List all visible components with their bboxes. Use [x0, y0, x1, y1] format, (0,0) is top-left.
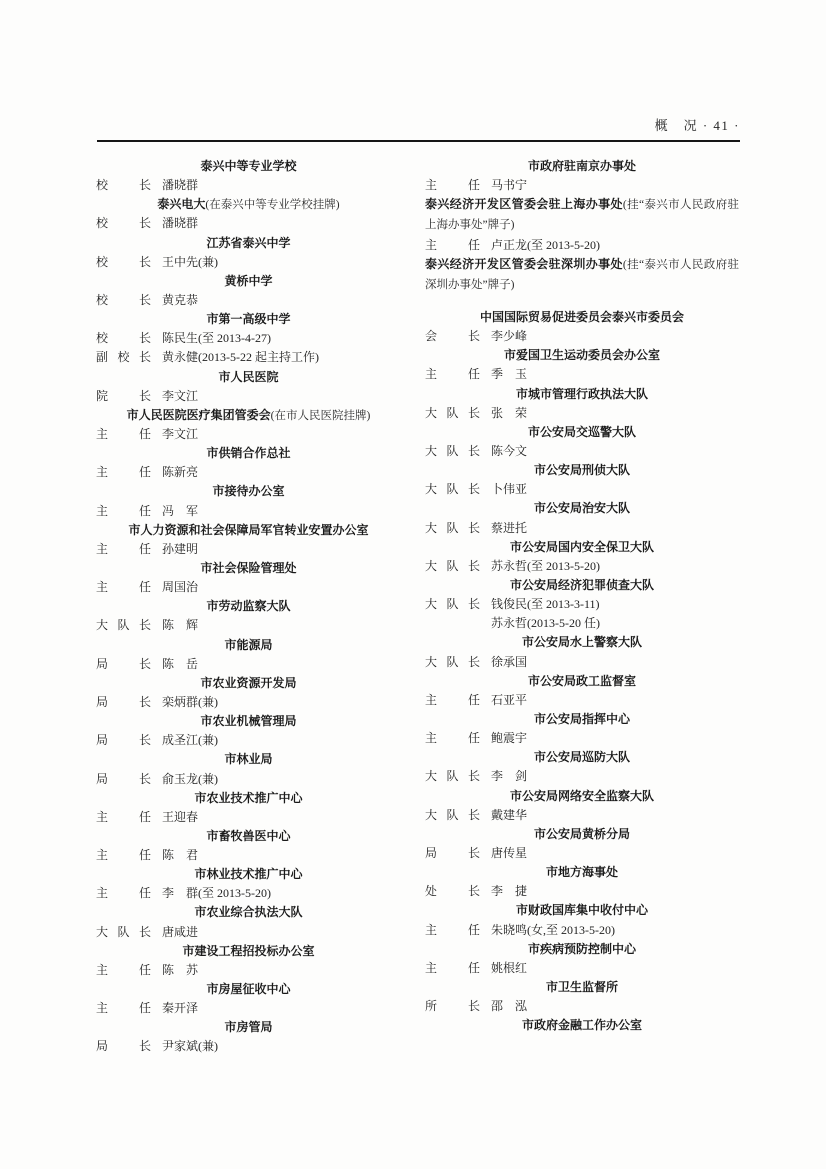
org-name: 市房管局 [224, 1020, 273, 1035]
officer-title: 大 队 长 [425, 654, 480, 669]
org-name: 市人民医院医疗集团管委会 [126, 407, 271, 422]
officer-row [425, 959, 739, 978]
org-name: 市林业技术推广中心 [194, 867, 303, 882]
officer-title: 处 长 [425, 884, 480, 899]
officer-title: 主 任 [96, 848, 151, 863]
officer-title: 校 长 [96, 331, 151, 346]
officer-title: 大 队 长 [425, 520, 480, 535]
officer-row [96, 578, 401, 597]
officer-name: 潘晓群 [162, 178, 199, 193]
org-name: 市公安局政工监督室 [527, 673, 636, 688]
officer-name: 陈民生(至 2013-4-27) [162, 331, 271, 346]
org-heading [96, 444, 401, 463]
officer-name: 黄永健(2013-5-22 起主持工作) [162, 350, 319, 365]
org-name: 江苏省泰兴中学 [206, 235, 291, 250]
org-name: 市农业机械管理局 [200, 714, 297, 729]
org-heading [425, 672, 739, 691]
org-name: 市爱国卫生运动委员会办公室 [503, 348, 660, 363]
org-name: 泰兴经济开发区管委会驻深圳办事处 [425, 256, 623, 271]
officer-name: 秦开泽 [162, 1001, 199, 1016]
officer-row [96, 731, 401, 750]
column-spacer [425, 295, 739, 308]
officer-title: 主 任 [425, 731, 480, 746]
officer-title: 大 队 长 [425, 558, 480, 573]
officer-name: 李 捷 [491, 884, 528, 899]
officer-row [425, 691, 739, 710]
org-name: 市公安局网络安全监察大队 [509, 788, 654, 803]
org-heading [425, 1016, 739, 1035]
officer-name: 卢正龙(至 2013-5-20) [491, 237, 600, 252]
org-name: 市农业综合执法大队 [194, 905, 303, 920]
officer-name: 邵 泓 [491, 999, 528, 1014]
officer-row [425, 236, 739, 255]
org-heading [96, 406, 401, 425]
org-note: (挂“泰兴市人民政府驻上海办事处”牌子) [425, 199, 739, 232]
org-heading [425, 423, 739, 442]
org-heading [96, 482, 401, 501]
officer-title: 校 长 [96, 216, 151, 231]
org-name: 中国国际贸易促进委员会泰兴市委员会 [479, 310, 684, 325]
officer-row [425, 844, 739, 863]
org-note: (挂“泰兴市人民政府驻深圳办事处”牌子) [425, 258, 739, 291]
officer-name: 苏永哲(至 2013-5-20) [491, 558, 600, 573]
org-name: 市房屋征收中心 [206, 982, 291, 997]
org-name: 市公安局治安大队 [533, 501, 630, 516]
org-name: 黄桥中学 [224, 273, 273, 288]
officer-name: 潘晓群 [162, 216, 199, 231]
org-name: 市地方海事处 [545, 865, 618, 880]
officer-name: 黄克恭 [162, 292, 199, 307]
officer-title: 大 队 长 [96, 924, 151, 939]
officer-name: 苏永哲(2013-5-20 任) [491, 616, 600, 631]
org-heading [96, 789, 401, 808]
officer-row [96, 884, 401, 903]
org-heading [96, 980, 401, 999]
org-name: 市公安局黄桥分局 [533, 826, 630, 841]
officer-row [96, 1037, 401, 1056]
org-heading [96, 559, 401, 578]
org-heading [425, 308, 739, 327]
org-heading [425, 787, 739, 806]
officer-title: 主 任 [425, 922, 480, 937]
officer-row [96, 502, 401, 521]
officer-row [96, 176, 401, 195]
officer-row [425, 882, 739, 901]
officer-title: 大 队 长 [425, 405, 480, 420]
officer-row [96, 214, 401, 233]
officer-row [425, 557, 739, 576]
officer-title: 校 长 [96, 292, 151, 307]
org-heading [96, 272, 401, 291]
officer-title: 主 任 [96, 886, 151, 901]
org-heading [96, 310, 401, 329]
org-heading [425, 461, 739, 480]
officer-title: 主 任 [96, 426, 151, 441]
officer-name: 李文江 [162, 426, 199, 441]
officer-row [425, 365, 739, 384]
officer-row [96, 808, 401, 827]
officer-row [96, 846, 401, 865]
org-name: 市人力资源和社会保障局军官转业安置办公室 [128, 522, 369, 537]
officer-title: 会 长 [425, 329, 480, 344]
org-name: 市卫生监督所 [545, 979, 618, 994]
org-name: 市农业资源开发局 [200, 675, 297, 690]
officer-name: 李 剑 [491, 769, 528, 784]
org-heading [425, 499, 739, 518]
officer-title: 大 队 长 [425, 597, 480, 612]
officer-name: 冯 军 [162, 503, 199, 518]
officer-name: 石亚平 [491, 692, 528, 707]
officer-name: 季 玉 [491, 367, 528, 382]
officer-title: 大 队 长 [425, 769, 480, 784]
officer-title: 院 长 [96, 388, 151, 403]
officer-title: 主 任 [96, 503, 151, 518]
officer-row [96, 693, 401, 712]
officer-name: 尹家斌(兼) [162, 1039, 218, 1054]
org-heading [96, 157, 401, 176]
officer-title: 局 长 [96, 1039, 151, 1054]
officer-name: 王中先(兼) [162, 254, 218, 269]
org-note: (在泰兴中等专业学校挂牌) [205, 199, 340, 212]
officer-row [425, 404, 739, 423]
org-heading [96, 195, 401, 214]
officer-name: 卜伟亚 [491, 482, 528, 497]
org-heading-long [425, 255, 739, 295]
org-heading [96, 712, 401, 731]
officer-name: 成圣江(兼) [162, 733, 218, 748]
org-heading [96, 234, 401, 253]
officer-continuation-row [425, 614, 739, 633]
org-heading [96, 368, 401, 387]
officer-name: 马书宁 [491, 178, 528, 193]
officer-row [96, 999, 401, 1018]
left-column [96, 157, 401, 1057]
officer-title: 所 长 [425, 999, 480, 1014]
officer-row [96, 923, 401, 942]
org-name: 市疾病预防控制中心 [527, 941, 636, 956]
officer-row [425, 729, 739, 748]
officer-name: 陈 岳 [162, 656, 199, 671]
org-heading [96, 942, 401, 961]
officer-name: 王迎春 [162, 809, 199, 824]
officer-title: 大 队 长 [425, 807, 480, 822]
org-name: 市政府金融工作办公室 [521, 1018, 642, 1033]
officer-title: 主 任 [96, 809, 151, 824]
org-name: 市能源局 [224, 637, 273, 652]
org-name: 市公安局国内安全保卫大队 [509, 539, 654, 554]
officer-name: 周国治 [162, 580, 199, 595]
org-heading [96, 674, 401, 693]
officer-row [425, 997, 739, 1016]
officer-name: 陈 苏 [162, 962, 199, 977]
org-name: 市畜牧兽医中心 [206, 828, 291, 843]
org-name: 市公安局巡防大队 [533, 750, 630, 765]
org-name: 市供销合作总社 [206, 446, 291, 461]
officer-row [425, 767, 739, 786]
org-name: 市城市管理行政执法大队 [515, 386, 648, 401]
org-heading-long [425, 195, 739, 235]
org-heading [425, 346, 739, 365]
officer-name: 陈 君 [162, 848, 199, 863]
org-name: 市人民医院 [218, 369, 279, 384]
org-heading [96, 521, 401, 540]
org-name: 市公安局经济犯罪侦查大队 [509, 578, 654, 593]
org-name: 市公安局指挥中心 [533, 712, 630, 726]
officer-title: 局 长 [425, 845, 480, 860]
running-head: 概 况 · 41 · [654, 118, 740, 133]
officer-row [96, 655, 401, 674]
officer-name: 唐传星 [491, 845, 528, 860]
org-name: 市第一高级中学 [206, 312, 291, 327]
header-rule [97, 140, 740, 142]
org-name: 市农业技术推广中心 [194, 790, 303, 805]
org-heading [425, 863, 739, 882]
org-name: 泰兴经济开发区管委会驻上海办事处 [425, 197, 623, 212]
officer-row [425, 442, 739, 461]
officer-row [425, 921, 739, 940]
officer-row [96, 616, 401, 635]
officer-name: 徐承国 [491, 654, 528, 669]
officer-name: 鲍震宇 [491, 731, 528, 746]
officer-row [96, 425, 401, 444]
officer-row [96, 961, 401, 980]
org-heading [96, 597, 401, 616]
officer-name: 李文江 [162, 388, 199, 403]
officer-title: 局 长 [96, 771, 151, 786]
org-heading [425, 978, 739, 997]
officer-title: 主 任 [425, 178, 480, 193]
officer-title: 局 长 [96, 694, 151, 709]
officer-row [425, 176, 739, 195]
officer-title: 主 任 [425, 692, 480, 707]
org-name: 市公安局交巡警大队 [527, 424, 636, 439]
org-heading [425, 633, 739, 652]
officer-title: 局 长 [96, 656, 151, 671]
org-name: 市公安局刑侦大队 [533, 463, 630, 478]
org-name: 泰兴电大 [157, 197, 206, 212]
officer-title: 主 任 [425, 237, 480, 252]
officer-name: 戴建华 [491, 807, 528, 822]
officer-name: 张 荣 [491, 405, 528, 420]
officer-title: 大 队 长 [425, 444, 480, 459]
officer-title: 大 队 长 [425, 482, 480, 497]
officer-title: 副 校 长 [96, 350, 151, 365]
officer-name: 李 群(至 2013-5-20) [162, 886, 271, 901]
org-heading [96, 903, 401, 922]
officer-row [96, 463, 401, 482]
officer-name: 唐咸进 [162, 924, 199, 939]
officer-row [96, 291, 401, 310]
org-heading [96, 750, 401, 769]
org-heading [96, 865, 401, 884]
officer-name: 栾炳群(兼) [162, 694, 218, 709]
officer-row [96, 387, 401, 406]
officer-name: 孙建明 [162, 541, 199, 556]
org-heading [425, 538, 739, 557]
org-heading [425, 385, 739, 404]
officer-title: 局 长 [96, 733, 151, 748]
officer-row [425, 806, 739, 825]
officer-title: 校 长 [96, 178, 151, 193]
officer-row [96, 253, 401, 272]
officer-title: 主 任 [96, 962, 151, 977]
org-heading [425, 825, 739, 844]
org-name: 市财政国库集中收付中心 [515, 903, 648, 918]
org-name: 泰兴中等专业学校 [200, 159, 297, 173]
officer-title: 大 队 长 [96, 618, 151, 633]
org-heading [425, 710, 739, 729]
officer-name: 陈 辉 [162, 618, 199, 633]
org-heading [425, 157, 739, 176]
officer-title: 主 任 [96, 580, 151, 595]
officer-title: 主 任 [96, 465, 151, 480]
officer-row [96, 770, 401, 789]
org-heading [425, 940, 739, 959]
org-name: 市接待办公室 [212, 484, 285, 499]
officer-name: 朱晓鸣(女,至 2013-5-20) [491, 922, 615, 937]
officer-row [425, 595, 739, 614]
org-name: 市公安局水上警察大队 [521, 635, 642, 650]
org-name: 市社会保险管理处 [200, 560, 297, 575]
officer-row [425, 519, 739, 538]
org-heading [96, 827, 401, 846]
officer-name: 钱俊民(至 2013-3-11) [491, 597, 600, 612]
org-name: 市林业局 [224, 752, 273, 767]
officer-title: 主 任 [96, 1001, 151, 1016]
officer-name: 俞玉龙(兼) [162, 771, 218, 786]
officer-title: 主 任 [425, 960, 480, 975]
officer-name: 姚根红 [491, 960, 528, 975]
officer-row [96, 540, 401, 559]
org-name: 市建设工程招投标办公室 [182, 943, 315, 958]
officer-row [96, 348, 401, 367]
org-name: 市政府驻南京办事处 [527, 159, 636, 173]
page-header [97, 115, 740, 134]
org-name: 市劳动监察大队 [206, 599, 291, 614]
officer-name: 李少峰 [491, 329, 528, 344]
officer-row [96, 329, 401, 348]
org-heading [96, 636, 401, 655]
org-heading [425, 901, 739, 920]
officer-name: 陈新亮 [162, 465, 199, 480]
officer-title: 主 任 [96, 541, 151, 556]
officer-row [425, 480, 739, 499]
officer-row [425, 327, 739, 346]
officer-name: 陈今文 [491, 444, 528, 459]
org-heading [425, 748, 739, 767]
officer-row [425, 653, 739, 672]
officer-title: 主 任 [425, 367, 480, 382]
right-column [425, 157, 739, 1035]
officer-name: 蔡进托 [491, 520, 528, 535]
org-note: (在市人民医院挂牌) [270, 409, 371, 422]
org-heading [425, 576, 739, 595]
org-heading [96, 1018, 401, 1037]
officer-title: 校 长 [96, 254, 151, 269]
